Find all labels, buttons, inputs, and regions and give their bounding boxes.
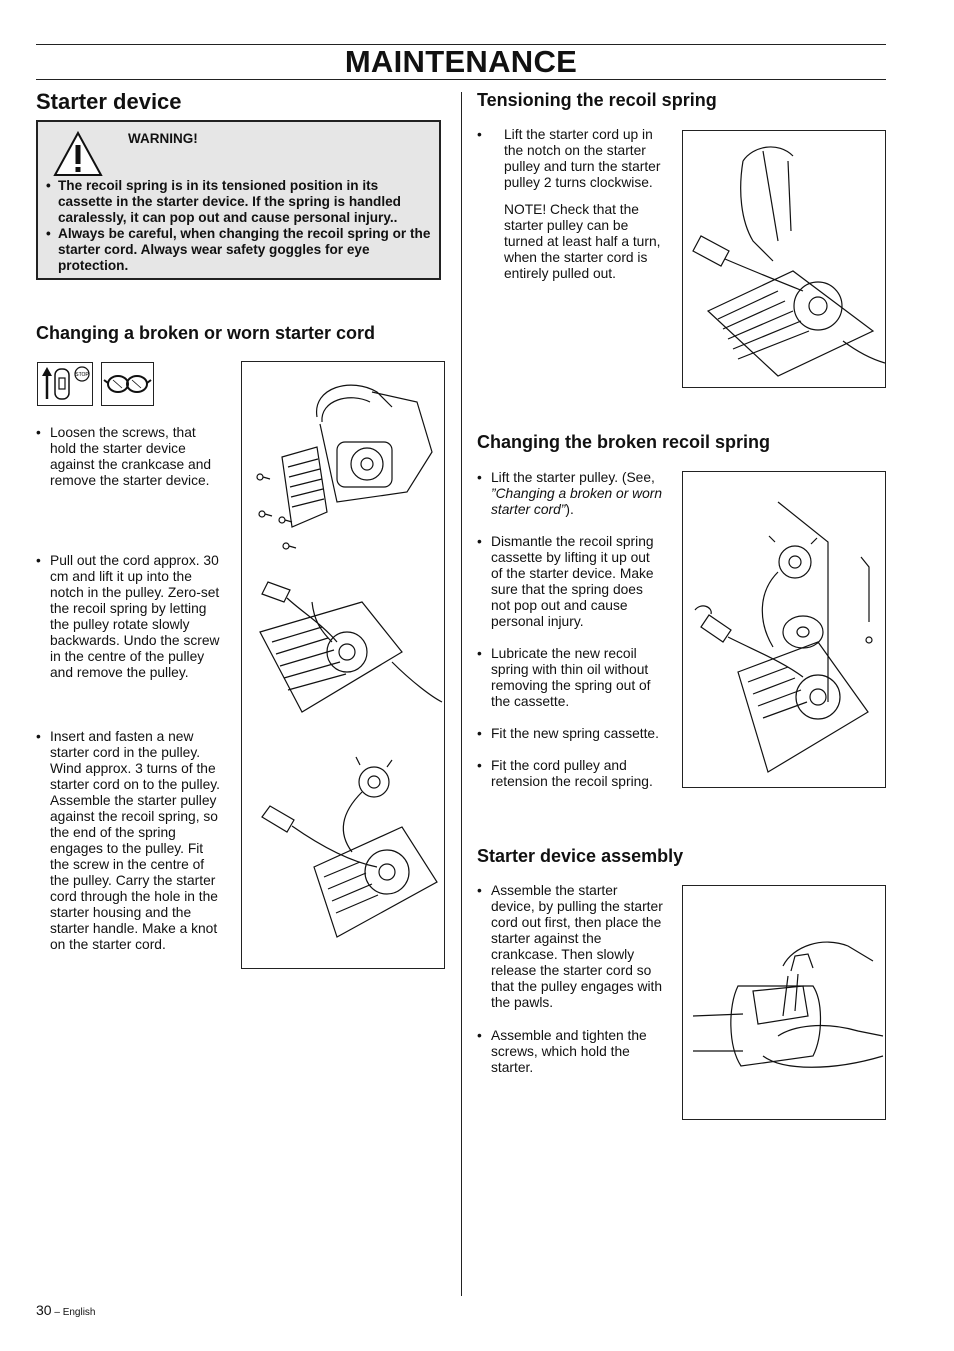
safety-goggles-icon — [101, 362, 154, 406]
header-bottom-rule — [36, 79, 886, 80]
page-title: MAINTENANCE — [344, 44, 578, 79]
tensioning-illustration — [682, 130, 886, 388]
subsection-title-assembly: Starter device assembly — [477, 846, 684, 866]
starter-cord-illustration — [241, 361, 445, 969]
subsection-title-starter-cord: Changing a broken or worn starter cord — [36, 323, 376, 343]
recoil-spring-illustration — [682, 471, 886, 788]
assembly-illustration — [682, 885, 886, 1120]
page-number: 30 — [36, 1302, 52, 1318]
warning-box — [36, 120, 441, 280]
stop-label: STOP — [75, 372, 89, 378]
engine-off-icon — [37, 362, 93, 406]
subsection-title-tensioning: Tensioning the recoil spring — [477, 90, 717, 110]
subsection-title-changing-spring: Changing the broken recoil spring — [477, 432, 771, 452]
warning-title: WARNING! — [128, 131, 198, 146]
warning-item: • The recoil spring is in its tensioned position in its cassette in the starter device. If the spring is handled caralessly, it can pop out and cause personal injury.. — [46, 178, 436, 226]
warning-item: • Always be careful, when changing the recoil spring or the starter cord. Always wear safety goggles for eye protection. — [46, 226, 436, 274]
column-divider — [461, 92, 462, 1296]
section-title-starter-device: Starter device — [36, 89, 182, 114]
note-text: NOTE! Check that the starter pulley can be turned at least half a turn, when the starter cord is entirely pulled out. — [504, 202, 661, 281]
warning-triangle-icon — [52, 130, 104, 178]
footer-language: – English — [51, 1307, 96, 1318]
page-footer — [36, 1302, 96, 1318]
warning-list — [46, 178, 436, 274]
